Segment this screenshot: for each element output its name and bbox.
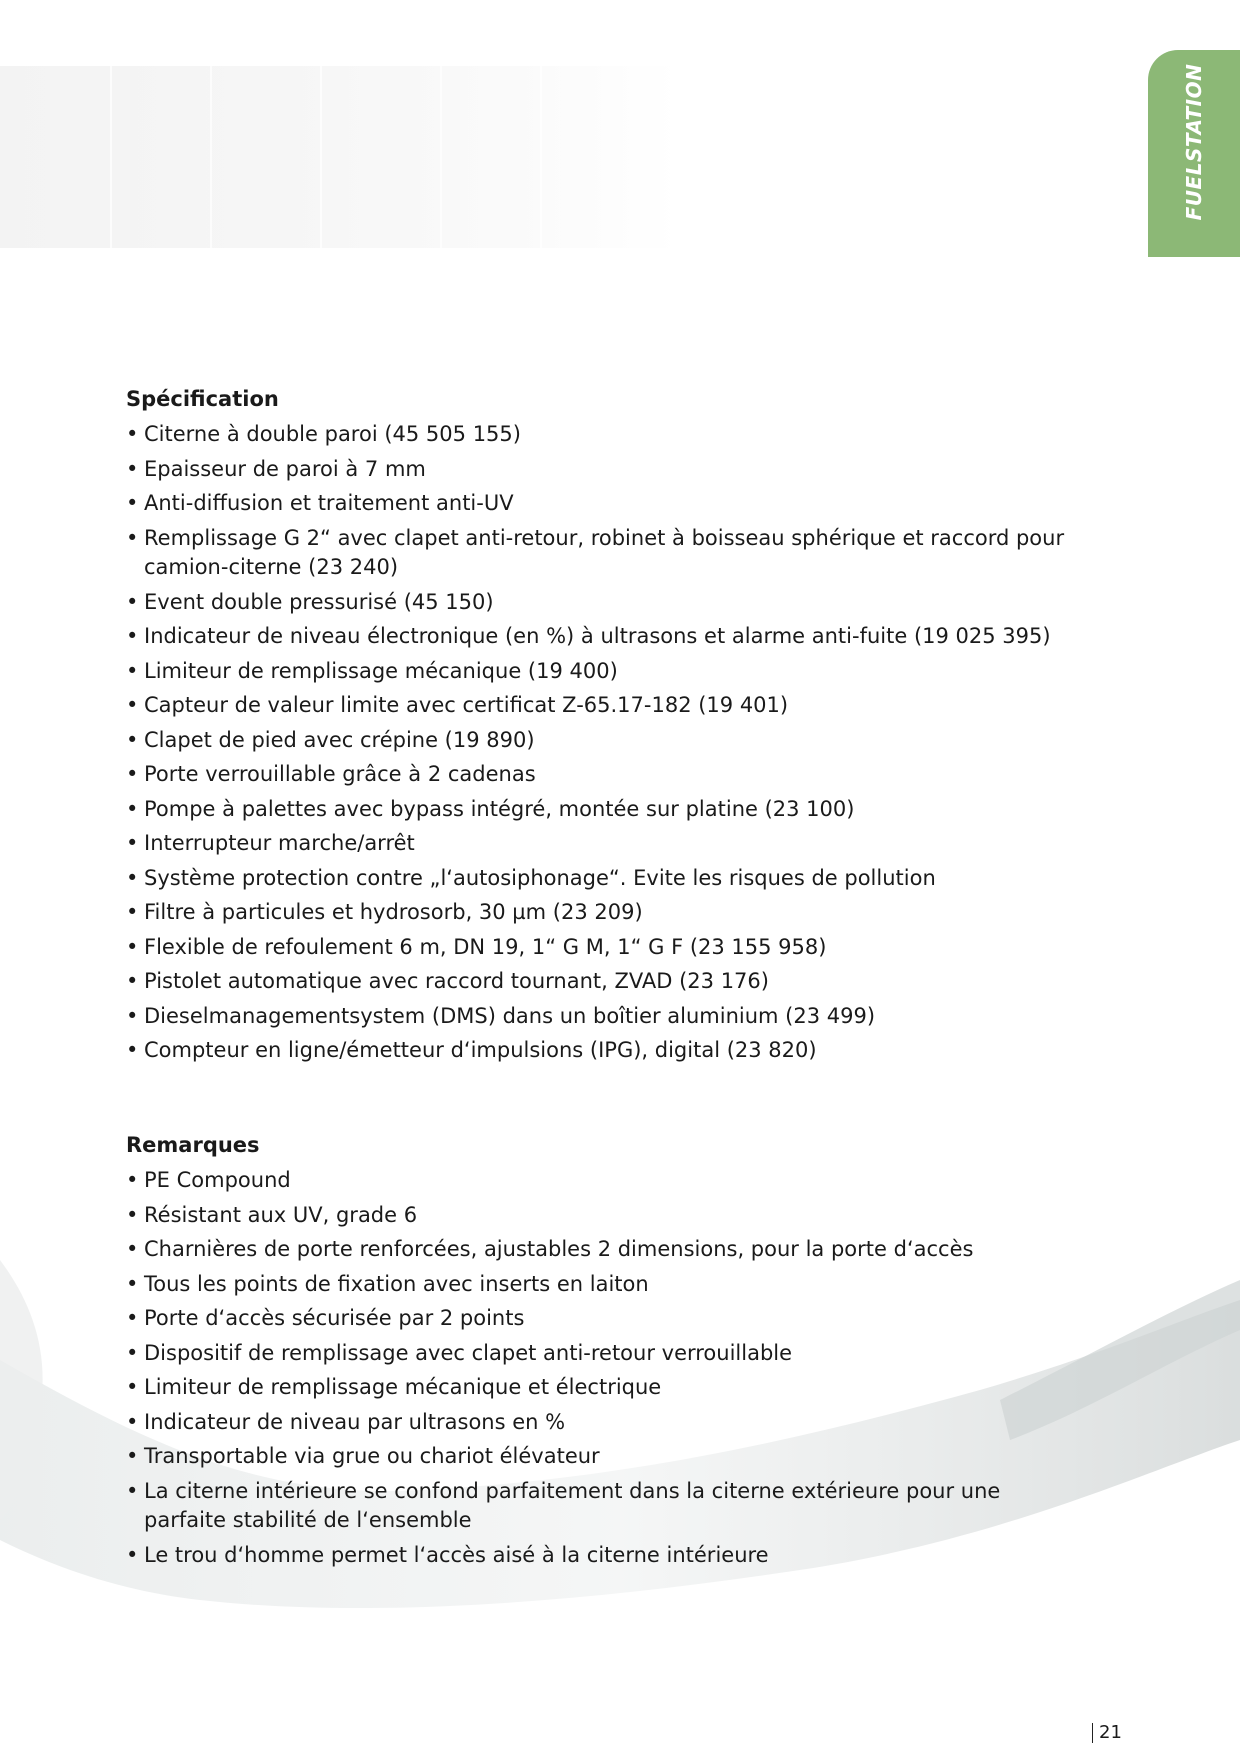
section-tab-label: FUELSTATION [1182, 63, 1206, 221]
list-item: • Pompe à palettes avec bypass intégré, montée sur platine (23 100) [126, 795, 1086, 825]
remarks-section [126, 1130, 1086, 1575]
list-item: • Limiteur de remplissage mécanique (19 400) [126, 657, 1086, 687]
header-decor-band [0, 66, 680, 248]
list-item: • Charnières de porte renforcées, ajustables 2 dimensions, pour la porte d‘accès [126, 1235, 1086, 1265]
list-item: • Système protection contre „l‘autosiphonage“. Evite les risques de pollution [126, 864, 1086, 894]
specification-list [126, 420, 1086, 1066]
specification-heading: Spécification [126, 387, 279, 411]
list-item: • Limiteur de remplissage mécanique et électrique [126, 1373, 1086, 1403]
list-item: • Filtre à particules et hydrosorb, 30 µm (23 209) [126, 898, 1086, 928]
list-item: • Capteur de valeur limite avec certificat Z-65.17-182 (19 401) [126, 691, 1086, 721]
specification-section [126, 384, 1086, 1071]
page-number: 21 [1092, 1723, 1122, 1743]
list-item: • Clapet de pied avec crépine (19 890) [126, 726, 1086, 756]
list-item: • Compteur en ligne/émetteur d‘impulsions (IPG), digital (23 820) [126, 1036, 1086, 1066]
list-item: • Pistolet automatique avec raccord tournant, ZVAD (23 176) [126, 967, 1086, 997]
list-item: • Porte d‘accès sécurisée par 2 points [126, 1304, 1086, 1334]
list-item: • La citerne intérieure se confond parfaitement dans la citerne extérieure pour une parfaite stabilité de l‘ensemble [126, 1477, 1086, 1536]
list-item: • Le trou d‘homme permet l‘accès aisé à la citerne intérieure [126, 1541, 1086, 1571]
remarks-list [126, 1166, 1086, 1570]
list-item: • Interrupteur marche/arrêt [126, 829, 1086, 859]
list-item: • PE Compound [126, 1166, 1086, 1196]
list-item: • Citerne à double paroi (45 505 155) [126, 420, 1086, 450]
list-item: • Résistant aux UV, grade 6 [126, 1201, 1086, 1231]
list-item: • Porte verrouillable grâce à 2 cadenas [126, 760, 1086, 790]
list-item: • Dieselmanagementsystem (DMS) dans un boîtier aluminium (23 499) [126, 1002, 1086, 1032]
list-item: • Transportable via grue ou chariot élévateur [126, 1442, 1086, 1472]
remarks-heading: Remarques [126, 1133, 260, 1157]
list-item: • Flexible de refoulement 6 m, DN 19, 1“ G M, 1“ G F (23 155 958) [126, 933, 1086, 963]
list-item: • Tous les points de fixation avec inserts en laiton [126, 1270, 1086, 1300]
list-item: • Indicateur de niveau par ultrasons en % [126, 1408, 1086, 1438]
list-item: • Dispositif de remplissage avec clapet anti-retour verrouillable [126, 1339, 1086, 1369]
list-item: • Remplissage G 2“ avec clapet anti-retour, robinet à boisseau sphérique et raccord pour camion-citerne (23 240) [126, 524, 1086, 583]
list-item: • Epaisseur de paroi à 7 mm [126, 455, 1086, 485]
list-item: • Indicateur de niveau électronique (en %) à ultrasons et alarme anti-fuite (19 025 395) [126, 622, 1086, 652]
list-item: • Anti-diffusion et traitement anti-UV [126, 489, 1086, 519]
list-item: • Event double pressurisé (45 150) [126, 588, 1086, 618]
